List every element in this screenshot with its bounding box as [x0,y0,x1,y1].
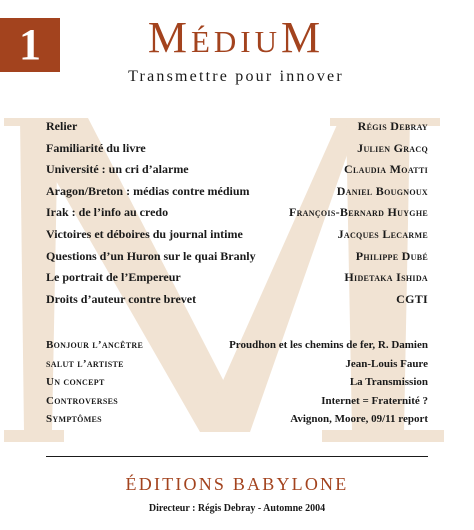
toc-row [46,249,428,271]
rubric-content: Avignon, Moore, 09/11 report [290,413,428,426]
toc-row [46,270,428,292]
toc-author: François-Bernard Huyghe [288,205,428,220]
toc-author: CGTI [396,291,428,306]
toc-title: Le portrait de l’Empereur [46,270,181,285]
toc-row [46,227,428,249]
toc-row [46,292,428,314]
rubric-name: Controverses [46,394,119,407]
rubric-name: Un concept [46,376,105,389]
toc-title: Université : un cri d’alarme [46,162,189,177]
toc-title: Questions d’un Huron sur le quai Branly [46,248,256,263]
toc-author: Daniel Bougnoux [336,183,428,198]
rubric-name: Bonjour l’ancêtre [46,339,144,351]
publisher-name: ÉDITIONS BABYLONE [125,474,349,494]
divider-rule [46,456,428,457]
toc-title: Victoires et déboires du journal intime [46,226,243,241]
rubric-name: Symptômes [46,413,102,426]
toc-author: Philippe Dubé [355,248,428,263]
toc-title: Droits d’auteur contre brevet [46,291,197,306]
toc-title: Familiarité du livre [46,140,146,155]
rubric-row [46,376,428,395]
rubrics-list [46,339,428,432]
rubric-content: Internet = Fraternité ? [321,394,428,407]
magazine-subtitle: Transmettre pour innover [128,68,344,85]
rubric-name: salut l’artiste [46,357,124,370]
rubric-content: La Transmission [349,376,428,389]
toc-row [46,141,428,163]
toc-author: Hidetaka Ishida [344,270,428,285]
toc-title: Aragon/Breton : médias contre médium [46,183,250,198]
rubric-content: Jean-Louis Faure [345,357,428,370]
rubric-content: Proudhon et les chemins de fer, R. Damien [229,339,428,351]
toc-title: Relier [46,119,78,133]
toc-row [46,205,428,227]
rubric-row [46,339,428,358]
toc-row [46,162,428,184]
toc-row [46,119,428,141]
issue-number: 1 [19,20,41,69]
issue-number-badge [0,18,60,72]
rubric-row [46,395,428,414]
footer-credit: Directeur : Régis Debray - Automne 2004 [148,503,326,514]
toc-author: Jacques Lecarme [337,226,428,241]
magazine-title: MédiuM [147,13,325,62]
rubric-row [46,358,428,377]
table-of-contents [46,119,428,313]
toc-row [46,184,428,206]
toc-author: Régis Debray [357,119,428,133]
rubric-row [46,413,428,432]
toc-author: Claudia Moatti [344,162,428,177]
toc-author: Julien Gracq [357,140,428,155]
masthead [96,12,376,86]
toc-title: Irak : de l’info au credo [46,205,169,220]
